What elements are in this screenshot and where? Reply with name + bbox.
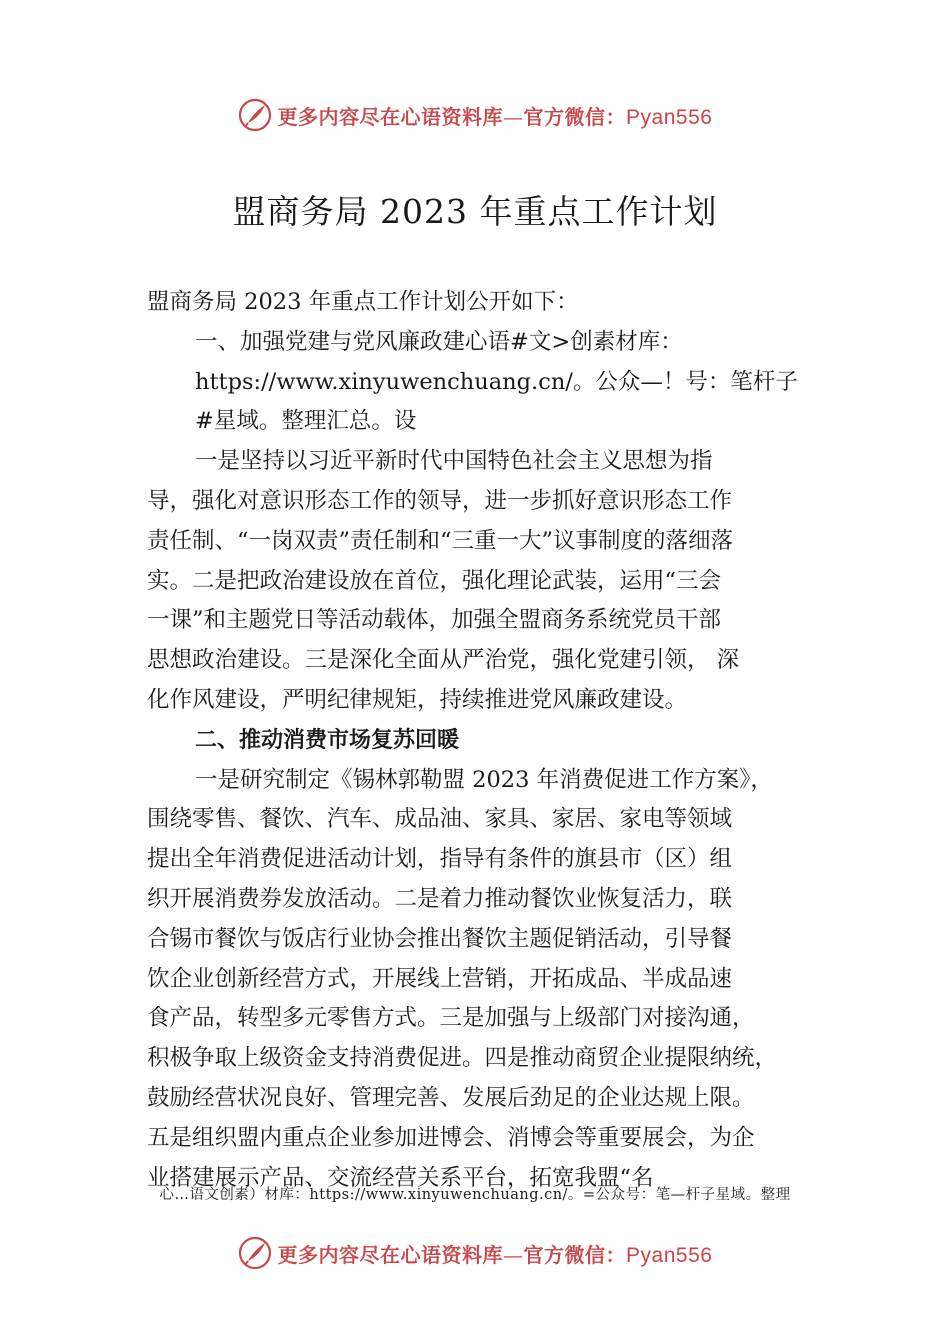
intro-line: 盟商务局 2023 年重点工作计划公开如下： <box>147 289 579 315</box>
paragraph-line: 合锡市餐饮与饭店行业协会推出餐饮主题促销活动，引导餐 <box>147 925 733 952</box>
banner-wechat-label: 官方微信： <box>523 104 627 129</box>
paragraph-line: 导，强化对意识形态工作的领导，进一步抓好意识形态工作 <box>147 487 733 514</box>
banner-dash: — <box>503 104 524 129</box>
banner-text <box>278 101 713 130</box>
source-note-line: #星域。整理汇总。设 <box>195 408 417 435</box>
banner-site-name: 更多内容尽在心语资料库 <box>277 104 504 129</box>
paragraph-line: 一课”和主题党日等活动载体，加强全盟商务系统党员干部 <box>147 607 722 634</box>
banner-wechat-id: Pyan556 <box>626 105 713 129</box>
source-url-line: https://www.xinyuwenchuang.cn/。公众—！号：笔杆子 <box>195 368 798 395</box>
section-2-heading: 二、推动消费市场复苏回暖 <box>195 727 460 753</box>
feather-pen-logo-icon <box>238 1236 272 1270</box>
paragraph-line: 实。二是把政治建设放在首位，强化理论武装，运用“三会 <box>147 567 722 594</box>
paragraph-line: 五是组织盟内重点企业参加进博会、消博会等重要展会，为企 <box>147 1124 755 1151</box>
paragraph-line: 一是坚持以习近平新时代中国特色社会主义思想为指 <box>195 448 713 475</box>
paragraph-line: 围绕零售、餐饮、汽车、成品油、家具、家居、家电等领域 <box>147 806 733 833</box>
bottom-banner <box>0 1233 950 1273</box>
paragraph-line: 织开展消费券发放活动。二是着力推动餐饮业恢复活力，联 <box>147 885 733 912</box>
footer-source-note: 心…语文创素）材库：https://www.xinyuwenchuang.cn/。=公众号：笔—杆子星域。整理 <box>159 1187 791 1203</box>
feather-pen-logo-icon <box>238 98 272 132</box>
paragraph-line: 责任制、“一岗双责”责任制和“三重一大”议事制度的落细落 <box>147 527 734 554</box>
paragraph-line: 一是研究制定《锡林郭勒盟 2023 年消费促进工作方案》， <box>195 766 773 793</box>
paragraph-line: 食产品，转型多元零售方式。三是加强与上级部门对接沟通， <box>147 1005 755 1032</box>
banner-wechat-label: 官方微信： <box>523 1242 627 1267</box>
banner-text <box>278 1239 713 1268</box>
paragraph-line: 鼓励经营状况良好、管理完善、发展后劲足的企业达规上限。 <box>147 1084 755 1111</box>
banner-dash: — <box>503 1242 524 1267</box>
paragraph-line: 积极争取上级资金支持消费促进。四是推动商贸企业提限纳统， <box>147 1045 778 1072</box>
banner-site-name: 更多内容尽在心语资料库 <box>277 1242 504 1267</box>
paragraph-line: 化作风建设，严明纪律规矩，持续推进党风廉政建设。 <box>147 686 688 713</box>
paragraph-line: 饮企业创新经营方式，开展线上营销，开拓成品、半成品速 <box>147 965 733 992</box>
banner-wechat-id: Pyan556 <box>626 1243 713 1267</box>
paragraph-line: 思想政治建设。三是深化全面从严治党，强化党建引领， 深 <box>147 647 740 674</box>
paragraph-line: 提出全年消费促进活动计划，指导有条件的旗县市（区）组 <box>147 846 733 873</box>
page-title: 盟商务局 2023 年重点工作计划 <box>232 192 718 231</box>
top-banner <box>0 95 950 135</box>
section-1-heading: 一、加强党建与党风廉政建心语#文>创素材库： <box>195 328 683 355</box>
document-body <box>147 283 837 1198</box>
paragraph-line: 业搭建展示产品、交流经营关系平台，拓宽我盟“名 <box>147 1164 654 1191</box>
